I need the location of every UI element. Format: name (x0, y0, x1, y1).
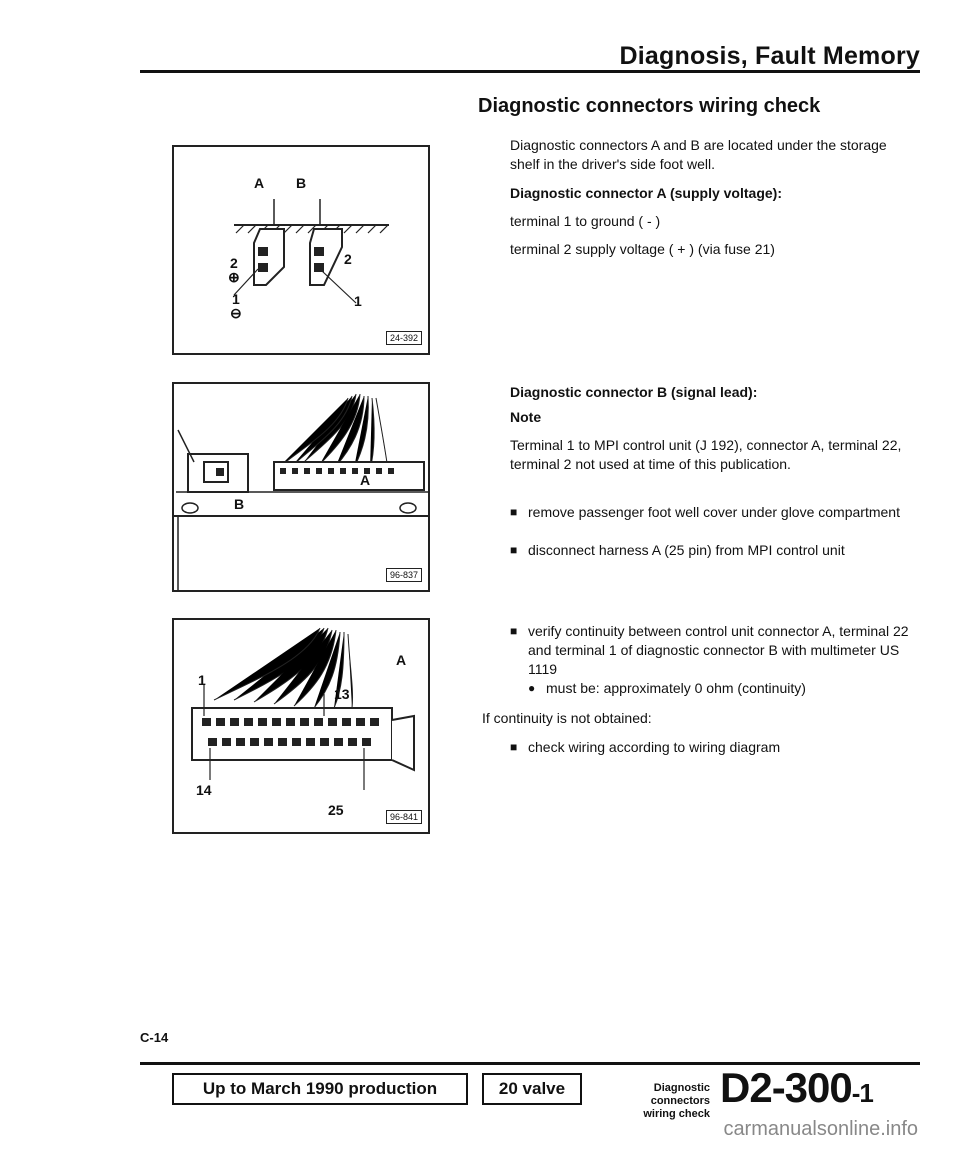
bullet-square-icon: ■ (510, 505, 518, 519)
step-disconnect-harness-text: disconnect harness A (25 pin) from MPI control unit (528, 542, 845, 558)
document-code-sub: -1 (851, 1078, 873, 1108)
fig1-label-a: A (254, 175, 265, 191)
connector-a-heading: Diagnostic connector A (supply voltage): (510, 185, 782, 201)
fig1-pin2-left: 2 (230, 255, 238, 271)
plus-terminal-icon: ⊕ (228, 269, 240, 285)
step-verify-continuity-text: verify continuity between control unit connector A, terminal 22 and terminal 1 of diagnostic connector B with multimeter US 1119 (528, 623, 909, 677)
step-remove-cover (510, 503, 910, 522)
page-number: C-14 (140, 1030, 169, 1045)
page-header-title: Diagnosis, Fault Memory (619, 42, 920, 70)
fig1-pin2-right: 2 (344, 251, 352, 267)
minus-terminal-icon: ⊖ (230, 305, 242, 321)
fig2-label-a: A (360, 472, 371, 488)
fig2-code: 96-837 (386, 568, 422, 582)
fig1-label-b: B (296, 175, 307, 191)
fig3-pin25: 25 (328, 802, 344, 818)
bullet-dot-icon: ● (528, 681, 536, 695)
footer-title-line2: wiring check (643, 1108, 710, 1120)
figure-diagnostic-connectors (172, 145, 430, 355)
production-box: Up to March 1990 production (172, 1073, 468, 1105)
document-code-main: D2-300 (720, 1064, 852, 1111)
section-title: Diagnostic connectors wiring check (478, 95, 821, 117)
fig2-label-b: B (234, 496, 245, 512)
fig3-pin1: 1 (198, 672, 206, 688)
verify-sub-point (528, 679, 908, 698)
terminal2-text: terminal 2 supply voltage ( + ) (via fuse 21) (510, 241, 775, 257)
intro-paragraph: Diagnostic connectors A and B are located under the storage shelf in the driver's side foot well. (510, 137, 887, 172)
footer-title-line1: Diagnostic connectors (650, 1082, 710, 1107)
fig3-pin13: 13 (334, 686, 350, 702)
verify-sub-point-text: must be: approximately 0 ohm (continuity) (546, 680, 806, 696)
bullet-square-icon: ■ (510, 740, 518, 754)
bullet-square-icon: ■ (510, 543, 518, 557)
bullet-square-icon: ■ (510, 624, 518, 638)
header-rule (140, 70, 920, 73)
step-disconnect-harness (510, 541, 910, 560)
fig3-pin14: 14 (196, 782, 212, 798)
pin-connector-drawing (174, 620, 428, 832)
document-code (720, 1064, 873, 1112)
step-verify-continuity (510, 622, 910, 679)
note-label: Note (510, 409, 542, 425)
step-remove-cover-text: remove passenger foot well cover under glove compartment (528, 504, 900, 520)
valve-box: 20 valve (482, 1073, 582, 1105)
harness-drawing (174, 384, 428, 590)
fig1-pin1-left: 1 (232, 291, 240, 307)
step-check-wiring (510, 738, 910, 757)
note-text: Terminal 1 to MPI control unit (J 192), connector A, terminal 22, terminal 2 not used at time of this publication. (510, 437, 902, 472)
terminal1-text: terminal 1 to ground ( - ) (510, 213, 661, 229)
fig1-pin1-right: 1 (354, 293, 362, 309)
step-check-wiring-text: check wiring according to wiring diagram (528, 739, 781, 755)
fig3-code: 96-841 (386, 810, 422, 824)
connector-b-heading: Diagnostic connector B (signal lead): (510, 384, 758, 400)
fig1-code: 24-392 (386, 331, 422, 345)
not-obtained-text: If continuity is not obtained: (482, 710, 652, 726)
figure-25-pin-connector (172, 618, 430, 834)
figure-harness-connector (172, 382, 430, 592)
footer-section-title (606, 1082, 710, 1121)
fig3-label-a: A (396, 652, 407, 668)
watermark: carmanualsonline.info (723, 1118, 918, 1140)
